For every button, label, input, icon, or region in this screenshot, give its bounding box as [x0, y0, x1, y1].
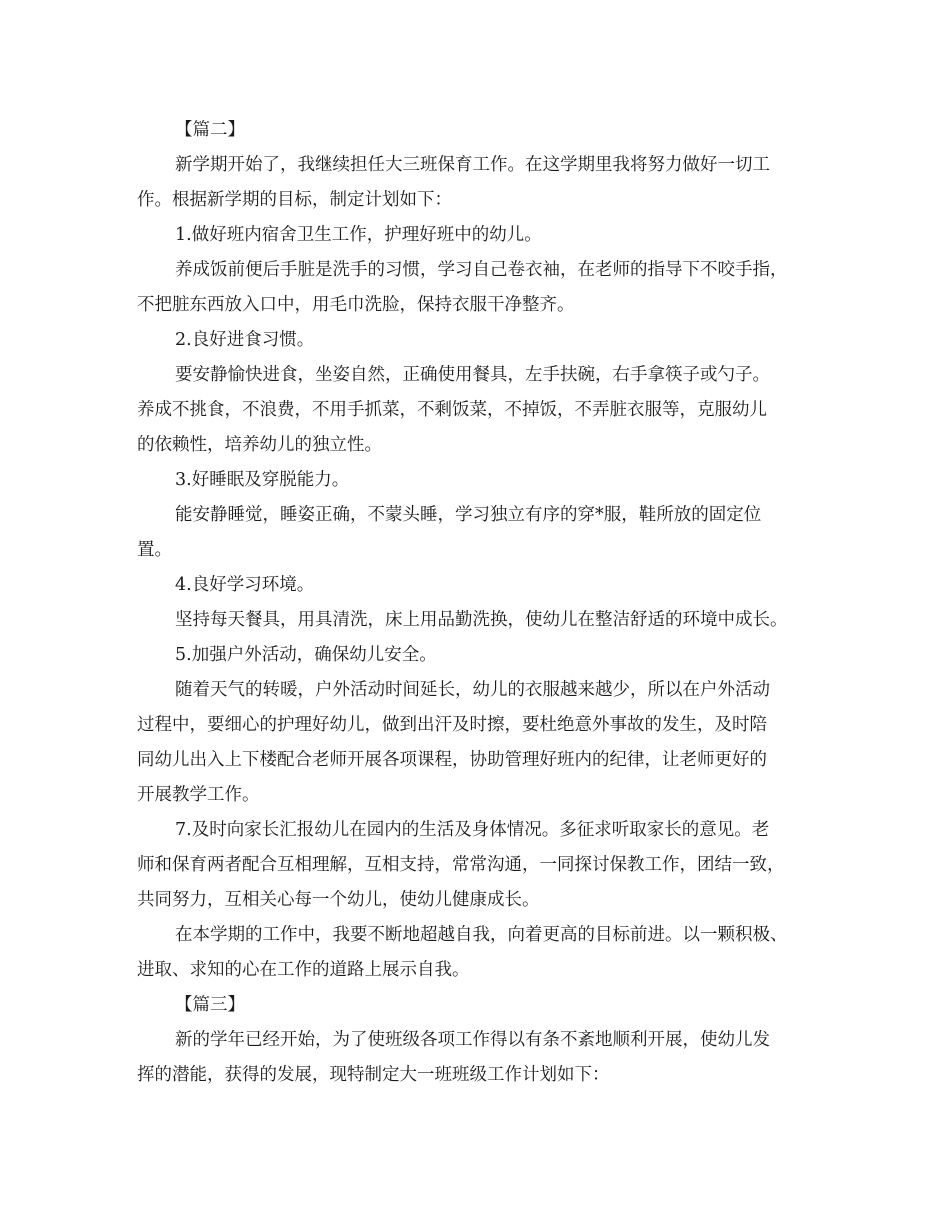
paragraph-line: 在本学期的工作中，我要不断地超越自我，向着更高的目标前进。以一颗积极、 [175, 925, 788, 945]
list-item-heading: 4.良好学习环境。 [175, 575, 315, 595]
paragraph-line: 同幼儿出入上下楼配合老师开展各项课程，协助管理好班内的纪律，让老师更好的 [137, 750, 767, 770]
paragraph-line: 养成饭前便后手脏是洗手的习惯，学习自己卷衣袖，在老师的指导下不咬手指， [175, 260, 788, 280]
paragraph-line: 养成不挑食，不浪费，不用手抓菜，不剩饭菜，不掉饭，不弄脏衣服等，克服幼儿 [137, 400, 767, 420]
paragraph-line: 能安静睡觉，睡姿正确，不蒙头睡，学习独立有序的穿*服，鞋所放的固定位 [175, 505, 762, 525]
paragraph-line: 新的学年已经开始，为了使班级各项工作得以有条不紊地顺利开展，使幼儿发 [175, 1030, 770, 1050]
paragraph-line: 开展教学工作。 [137, 785, 260, 805]
paragraph-line: 7.及时向家长汇报幼儿在园内的生活及身体情况。多征求听取家长的意见。老 [175, 820, 770, 840]
paragraph-line: 的依赖性，培养幼儿的独立性。 [137, 435, 382, 455]
section-heading-3: 【篇三】 [175, 995, 245, 1015]
paragraph-line: 随着天气的转暖，户外活动时间延长，幼儿的衣服越来越少，所以在户外活动 [175, 680, 770, 700]
paragraph-line: 坚持每天餐具，用具清洗，床上用品勤洗换，使幼儿在整洁舒适的环境中成长。 [175, 610, 788, 630]
section-heading-2: 【篇二】 [175, 120, 245, 140]
paragraph-line: 共同努力，互相关心每一个幼儿，使幼儿健康成长。 [137, 890, 540, 910]
paragraph-line: 置。 [137, 540, 172, 560]
paragraph-line: 过程中，要细心的护理好幼儿，做到出汗及时擦，要杜绝意外事故的发生，及时陪 [137, 715, 767, 735]
paragraph-line: 师和保育两者配合互相理解，互相支持，常常沟通，一同探讨保教工作，团结一致， [137, 855, 785, 875]
list-item-heading: 2.良好进食习惯。 [175, 330, 315, 350]
paragraph-line: 作。根据新学期的目标，制定计划如下： [137, 190, 452, 210]
list-item-heading: 1.做好班内宿舍卫生工作，护理好班中的幼儿。 [175, 225, 542, 245]
paragraph-line: 新学期开始了，我继续担任大三班保育工作。在这学期里我将努力做好一切工 [175, 155, 770, 175]
paragraph-line: 挥的潜能，获得的发展，现特制定大一班班级工作计划如下： [137, 1065, 610, 1085]
paragraph-line: 进取、求知的心在工作的道路上展示自我。 [137, 960, 470, 980]
paragraph-line: 不把脏东西放入口中，用毛巾洗脸，保持衣服干净整齐。 [137, 295, 575, 315]
list-item-heading: 3.好睡眠及穿脱能力。 [175, 470, 350, 490]
list-item-heading: 5.加强户外活动，确保幼儿安全。 [175, 645, 437, 665]
paragraph-line: 要安静愉快进食，坐姿自然，正确使用餐具，左手扶碗，右手拿筷子或勺子。 [175, 365, 770, 385]
